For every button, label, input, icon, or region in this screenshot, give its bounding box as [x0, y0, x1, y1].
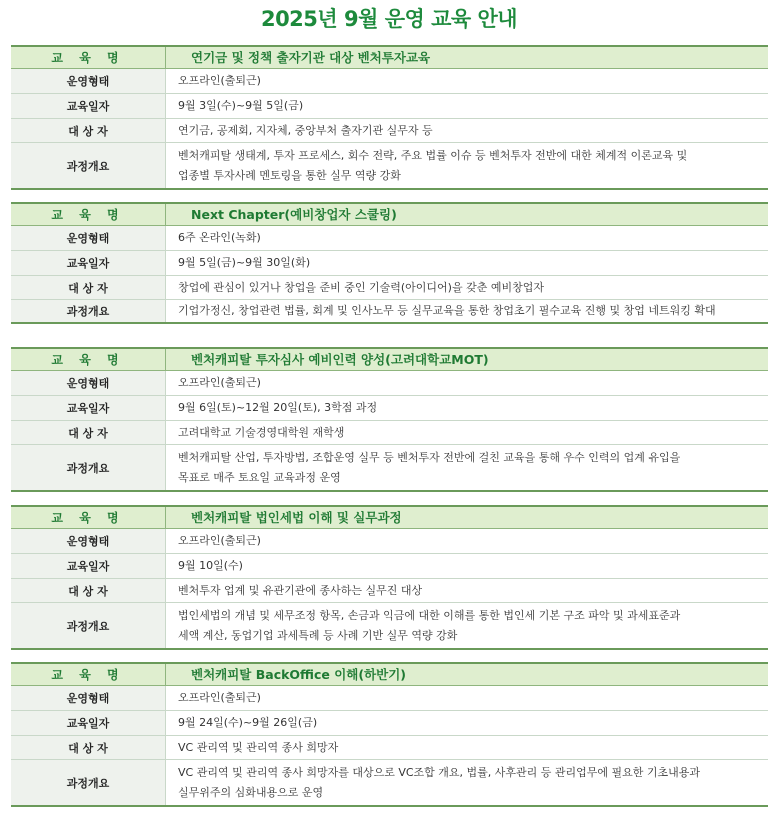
overview-line: 벤처캐피탈 생태계, 투자 프로세스, 회수 전략, 주요 법률 이슈 등 벤처투자 전반에 대한 체계적 이론교육 및	[178, 149, 688, 162]
overview-line: 업종별 투자사례 멘토링을 통한 실무 역량 강화	[178, 169, 401, 182]
course-date: 9월 10일(수)	[165, 554, 768, 578]
table-row	[11, 143, 768, 190]
course-overview	[165, 760, 768, 805]
page-title: 2025년 9월 운영 교육 안내	[260, 7, 518, 31]
table-row	[11, 529, 768, 554]
course-format: 6주 온라인(녹화)	[165, 226, 768, 250]
row-label: 운영형태	[11, 69, 165, 93]
table-row	[11, 579, 768, 603]
table-row	[11, 69, 768, 94]
table-row	[11, 736, 768, 760]
course-name: Next Chapter(예비창업자 스쿨링)	[165, 204, 768, 225]
table-row	[11, 226, 768, 251]
course-format: 오프라인(출퇴근)	[165, 529, 768, 553]
course-table	[11, 202, 768, 324]
row-label: 과정개요	[11, 760, 165, 805]
table-row	[11, 300, 768, 324]
row-label: 대 상 자	[11, 119, 165, 142]
course-overview	[165, 603, 768, 648]
overview-line: 실무위주의 심화내용으로 운영	[178, 786, 324, 799]
table-row	[11, 276, 768, 300]
table-row	[11, 94, 768, 119]
row-label: 과정개요	[11, 445, 165, 490]
row-label: 교육일자	[11, 396, 165, 420]
course-target: VC 관리역 및 관리역 종사 희망자	[165, 736, 768, 759]
table-row	[11, 45, 768, 69]
table-row	[11, 251, 768, 276]
table-row	[11, 686, 768, 711]
course-format: 오프라인(출퇴근)	[165, 371, 768, 395]
row-label: 대 상 자	[11, 421, 165, 444]
row-label: 과정개요	[11, 300, 165, 322]
row-label: 대 상 자	[11, 276, 165, 299]
course-name: 연기금 및 정책 출자기관 대상 벤처투자교육	[165, 47, 768, 68]
table-row	[11, 711, 768, 736]
course-format: 오프라인(출퇴근)	[165, 69, 768, 93]
row-label: 대 상 자	[11, 579, 165, 602]
overview-line: 법인세법의 개념 및 세무조정 항목, 손금과 익금에 대한 이해를 통한 법인세 기본 구조 파악 및 과세표준과	[178, 609, 681, 622]
overview-line: 기업가정신, 창업관련 법률, 회계 및 인사노무 등 실무교육을 통한 창업초기 필수교육 진행 및 창업 네트워킹 확대	[178, 304, 716, 317]
course-table	[11, 505, 768, 650]
row-label: 과정개요	[11, 143, 165, 188]
course-date: 9월 3일(수)~9월 5일(금)	[165, 94, 768, 118]
row-label: 운영형태	[11, 371, 165, 395]
course-format: 오프라인(출퇴근)	[165, 686, 768, 710]
overview-line: 세액 계산, 동업기업 과세특례 등 사례 기반 실무 역량 강화	[178, 629, 458, 642]
row-label: 교육일자	[11, 554, 165, 578]
row-label: 교육일자	[11, 251, 165, 275]
row-label: 대 상 자	[11, 736, 165, 759]
course-overview	[165, 143, 768, 188]
table-row	[11, 760, 768, 807]
table-row	[11, 347, 768, 371]
row-label: 과정개요	[11, 603, 165, 648]
table-row	[11, 119, 768, 143]
row-label: 교 육 명	[11, 349, 165, 370]
course-target: 벤처투자 업계 및 유관기관에 종사하는 실무진 대상	[165, 579, 768, 602]
course-date: 9월 5일(금)~9월 30일(화)	[165, 251, 768, 275]
table-row	[11, 396, 768, 421]
table-row	[11, 202, 768, 226]
overview-line: 목표로 매주 토요일 교육과정 운영	[178, 471, 341, 484]
table-row	[11, 662, 768, 686]
table-row	[11, 421, 768, 445]
overview-line: VC 관리역 및 관리역 종사 희망자를 대상으로 VC조합 개요, 법률, 사후관리 등 관리업무에 필요한 기초내용과	[178, 766, 701, 779]
course-table	[11, 347, 768, 492]
table-row	[11, 603, 768, 650]
row-label: 운영형태	[11, 226, 165, 250]
overview-line: 벤처캐피탈 산업, 투자방법, 조합운영 실무 등 벤처투자 전반에 걸친 교육을 통해 우수 인력의 업계 유입을	[178, 451, 681, 464]
table-row	[11, 445, 768, 492]
row-label: 교육일자	[11, 711, 165, 735]
course-date: 9월 24일(수)~9월 26일(금)	[165, 711, 768, 735]
table-row	[11, 505, 768, 529]
row-label: 교 육 명	[11, 204, 165, 225]
course-target: 창업에 관심이 있거나 창업을 준비 중인 기술력(아이디어)을 갖춘 예비창업자	[165, 276, 768, 299]
course-overview	[165, 445, 768, 490]
course-target: 연기금, 공제회, 지자체, 중앙부처 출자기관 실무자 등	[165, 119, 768, 142]
course-overview	[165, 300, 768, 322]
table-row	[11, 371, 768, 396]
row-label: 교 육 명	[11, 47, 165, 68]
row-label: 교 육 명	[11, 664, 165, 685]
course-table	[11, 662, 768, 807]
course-target: 고려대학교 기술경영대학원 재학생	[165, 421, 768, 444]
course-name: 벤처캐피탈 법인세법 이해 및 실무과정	[165, 507, 768, 528]
row-label: 교 육 명	[11, 507, 165, 528]
course-name: 벤처캐피탈 BackOffice 이해(하반기)	[165, 664, 768, 685]
table-row	[11, 554, 768, 579]
row-label: 운영형태	[11, 686, 165, 710]
course-date: 9월 6일(토)~12월 20일(토), 3학점 과정	[165, 396, 768, 420]
course-table	[11, 45, 768, 190]
row-label: 교육일자	[11, 94, 165, 118]
course-name: 벤처캐피탈 투자심사 예비인력 양성(고려대학교MOT)	[165, 349, 768, 370]
row-label: 운영형태	[11, 529, 165, 553]
